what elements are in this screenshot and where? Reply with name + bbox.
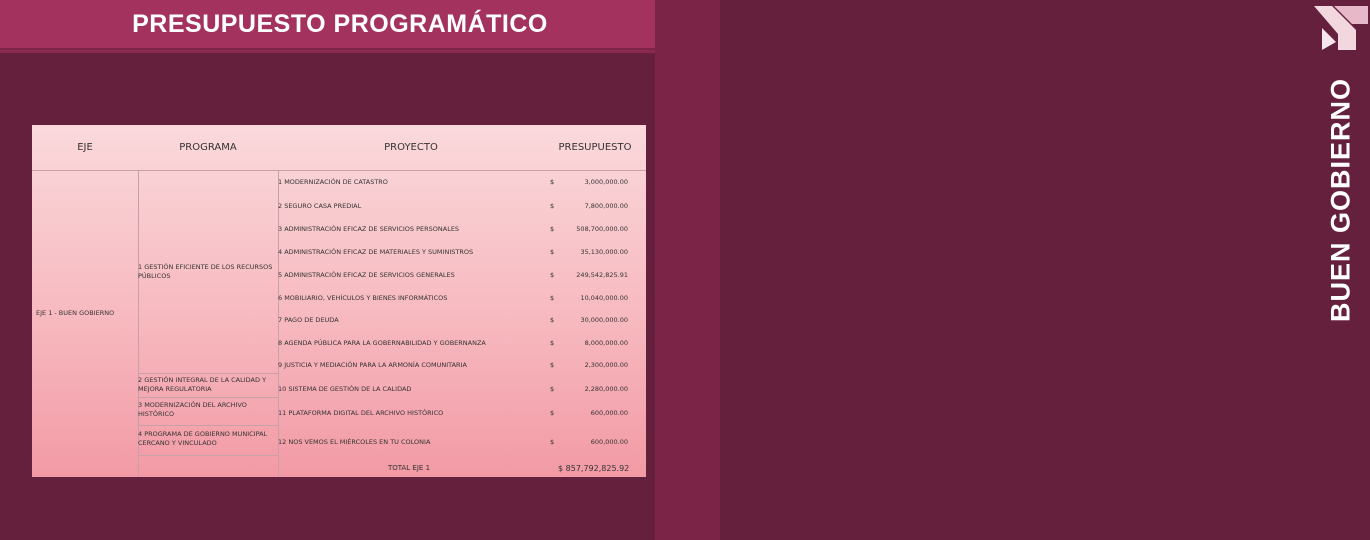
proyecto-cell: 1 MODERNIZACIÓN DE CATASTRO — [278, 178, 388, 186]
page-title: PRESUPUESTO PROGRAMÁTICO — [132, 10, 548, 38]
proyecto-cell: 8 AGENDA PÚBLICA PARA LA GOBERNABILIDAD Y GOBERNANZA — [278, 339, 486, 347]
amount-cell: 600,000.00 — [590, 438, 628, 446]
program-divider — [138, 373, 278, 374]
header-divider — [32, 170, 646, 171]
amount-cell: 600,000.00 — [590, 409, 628, 417]
amount-cell: 7,800,000.00 — [584, 202, 628, 210]
currency-cell: $ — [550, 316, 555, 324]
header-proyecto: PROYECTO — [384, 142, 438, 153]
currency-cell: $ — [550, 248, 555, 256]
proyecto-cell: 7 PAGO DE DEUDA — [278, 316, 339, 324]
currency-cell: $ — [550, 225, 555, 233]
currency-cell: $ — [550, 202, 555, 210]
header-presupuesto: PRESUPUESTO — [558, 142, 632, 153]
amount-cell: 2,280,000.00 — [584, 385, 628, 393]
proyecto-cell: 12 NOS VEMOS EL MIÉRCOLES EN TU COLONIA — [278, 438, 431, 446]
currency-cell: $ — [550, 339, 555, 347]
amount-cell: 35,130,000.00 — [580, 248, 628, 256]
ribbon-logo-icon — [1312, 4, 1370, 52]
side-label: BUEN GOBIERNO — [1325, 77, 1356, 323]
title-underline — [0, 50, 720, 53]
proyecto-cell: 9 JUSTICIA Y MEDIACIÓN PARA LA ARMONÍA COMUNITARIA — [278, 361, 467, 369]
currency-cell: $ — [550, 361, 555, 369]
budget-table — [32, 125, 646, 477]
amount-cell: 10,040,000.00 — [580, 294, 628, 302]
proyecto-cell: 3 ADMINISTRACIÓN EFICAZ DE SERVICIOS PERSONALES — [278, 225, 460, 233]
header-eje: EJE — [77, 142, 93, 153]
proyecto-cell: 11 PLATAFORMA DIGITAL DEL ARCHIVO HISTÓRICO — [278, 409, 444, 417]
programa-1: 1 GESTIÓN EFICIENTE DE LOS RECURSOS PÚBLICOS — [138, 263, 273, 280]
side-banner — [655, 0, 1356, 540]
amount-cell: 30,000,000.00 — [580, 316, 628, 324]
currency-cell: $ — [550, 409, 555, 417]
currency-cell: $ — [550, 294, 555, 302]
amount-cell: 508,700,000.00 — [576, 225, 628, 233]
amount-cell: 2,300,000.00 — [584, 361, 628, 369]
proyecto-cell: 4 ADMINISTRACIÓN EFICAZ DE MATERIALES Y SUMINISTROS — [278, 248, 474, 256]
proyecto-cell: 10 SISTEMA DE GESTIÓN DE LA CALIDAD — [278, 385, 412, 393]
programa-3: 3 MODERNIZACIÓN DEL ARCHIVO HISTÓRICO — [138, 401, 247, 418]
eje-label: EJE 1 - BUEN GOBIERNO — [36, 309, 115, 317]
currency-cell: $ — [550, 178, 555, 186]
total-label: TOTAL EJE 1 — [388, 464, 431, 472]
currency-cell: $ — [550, 271, 555, 279]
program-divider — [138, 397, 278, 398]
program-divider — [138, 425, 278, 426]
total-value: $ 857,792,825.92 — [558, 464, 630, 473]
proyecto-cell: 2 SEGURO CASA PREDIAL — [278, 202, 362, 210]
programa-4: 4 PROGRAMA DE GOBIERNO MUNICIPAL CERCANO Y VINCULADO — [138, 430, 268, 447]
amount-cell: 3,000,000.00 — [584, 178, 628, 186]
amount-cell: 249,542,825.91 — [576, 271, 628, 279]
amount-cell: 8,000,000.00 — [584, 339, 628, 347]
header-programa: PROGRAMA — [179, 142, 237, 153]
proyecto-cell: 6 MOBILIARIO, VEHÍCULOS Y BIENES INFORMÁTICOS — [278, 294, 448, 302]
programa-2: 2 GESTIÓN INTEGRAL DE LA CALIDAD Y MEJORA REGULATORIA — [138, 376, 267, 393]
title-bar — [0, 0, 720, 50]
currency-cell: $ — [550, 385, 555, 393]
program-divider — [138, 455, 278, 456]
proyecto-cell: 5 ADMINISTRACIÓN EFICAZ DE SERVICIOS GENERALES — [278, 271, 455, 279]
currency-cell: $ — [550, 438, 555, 446]
